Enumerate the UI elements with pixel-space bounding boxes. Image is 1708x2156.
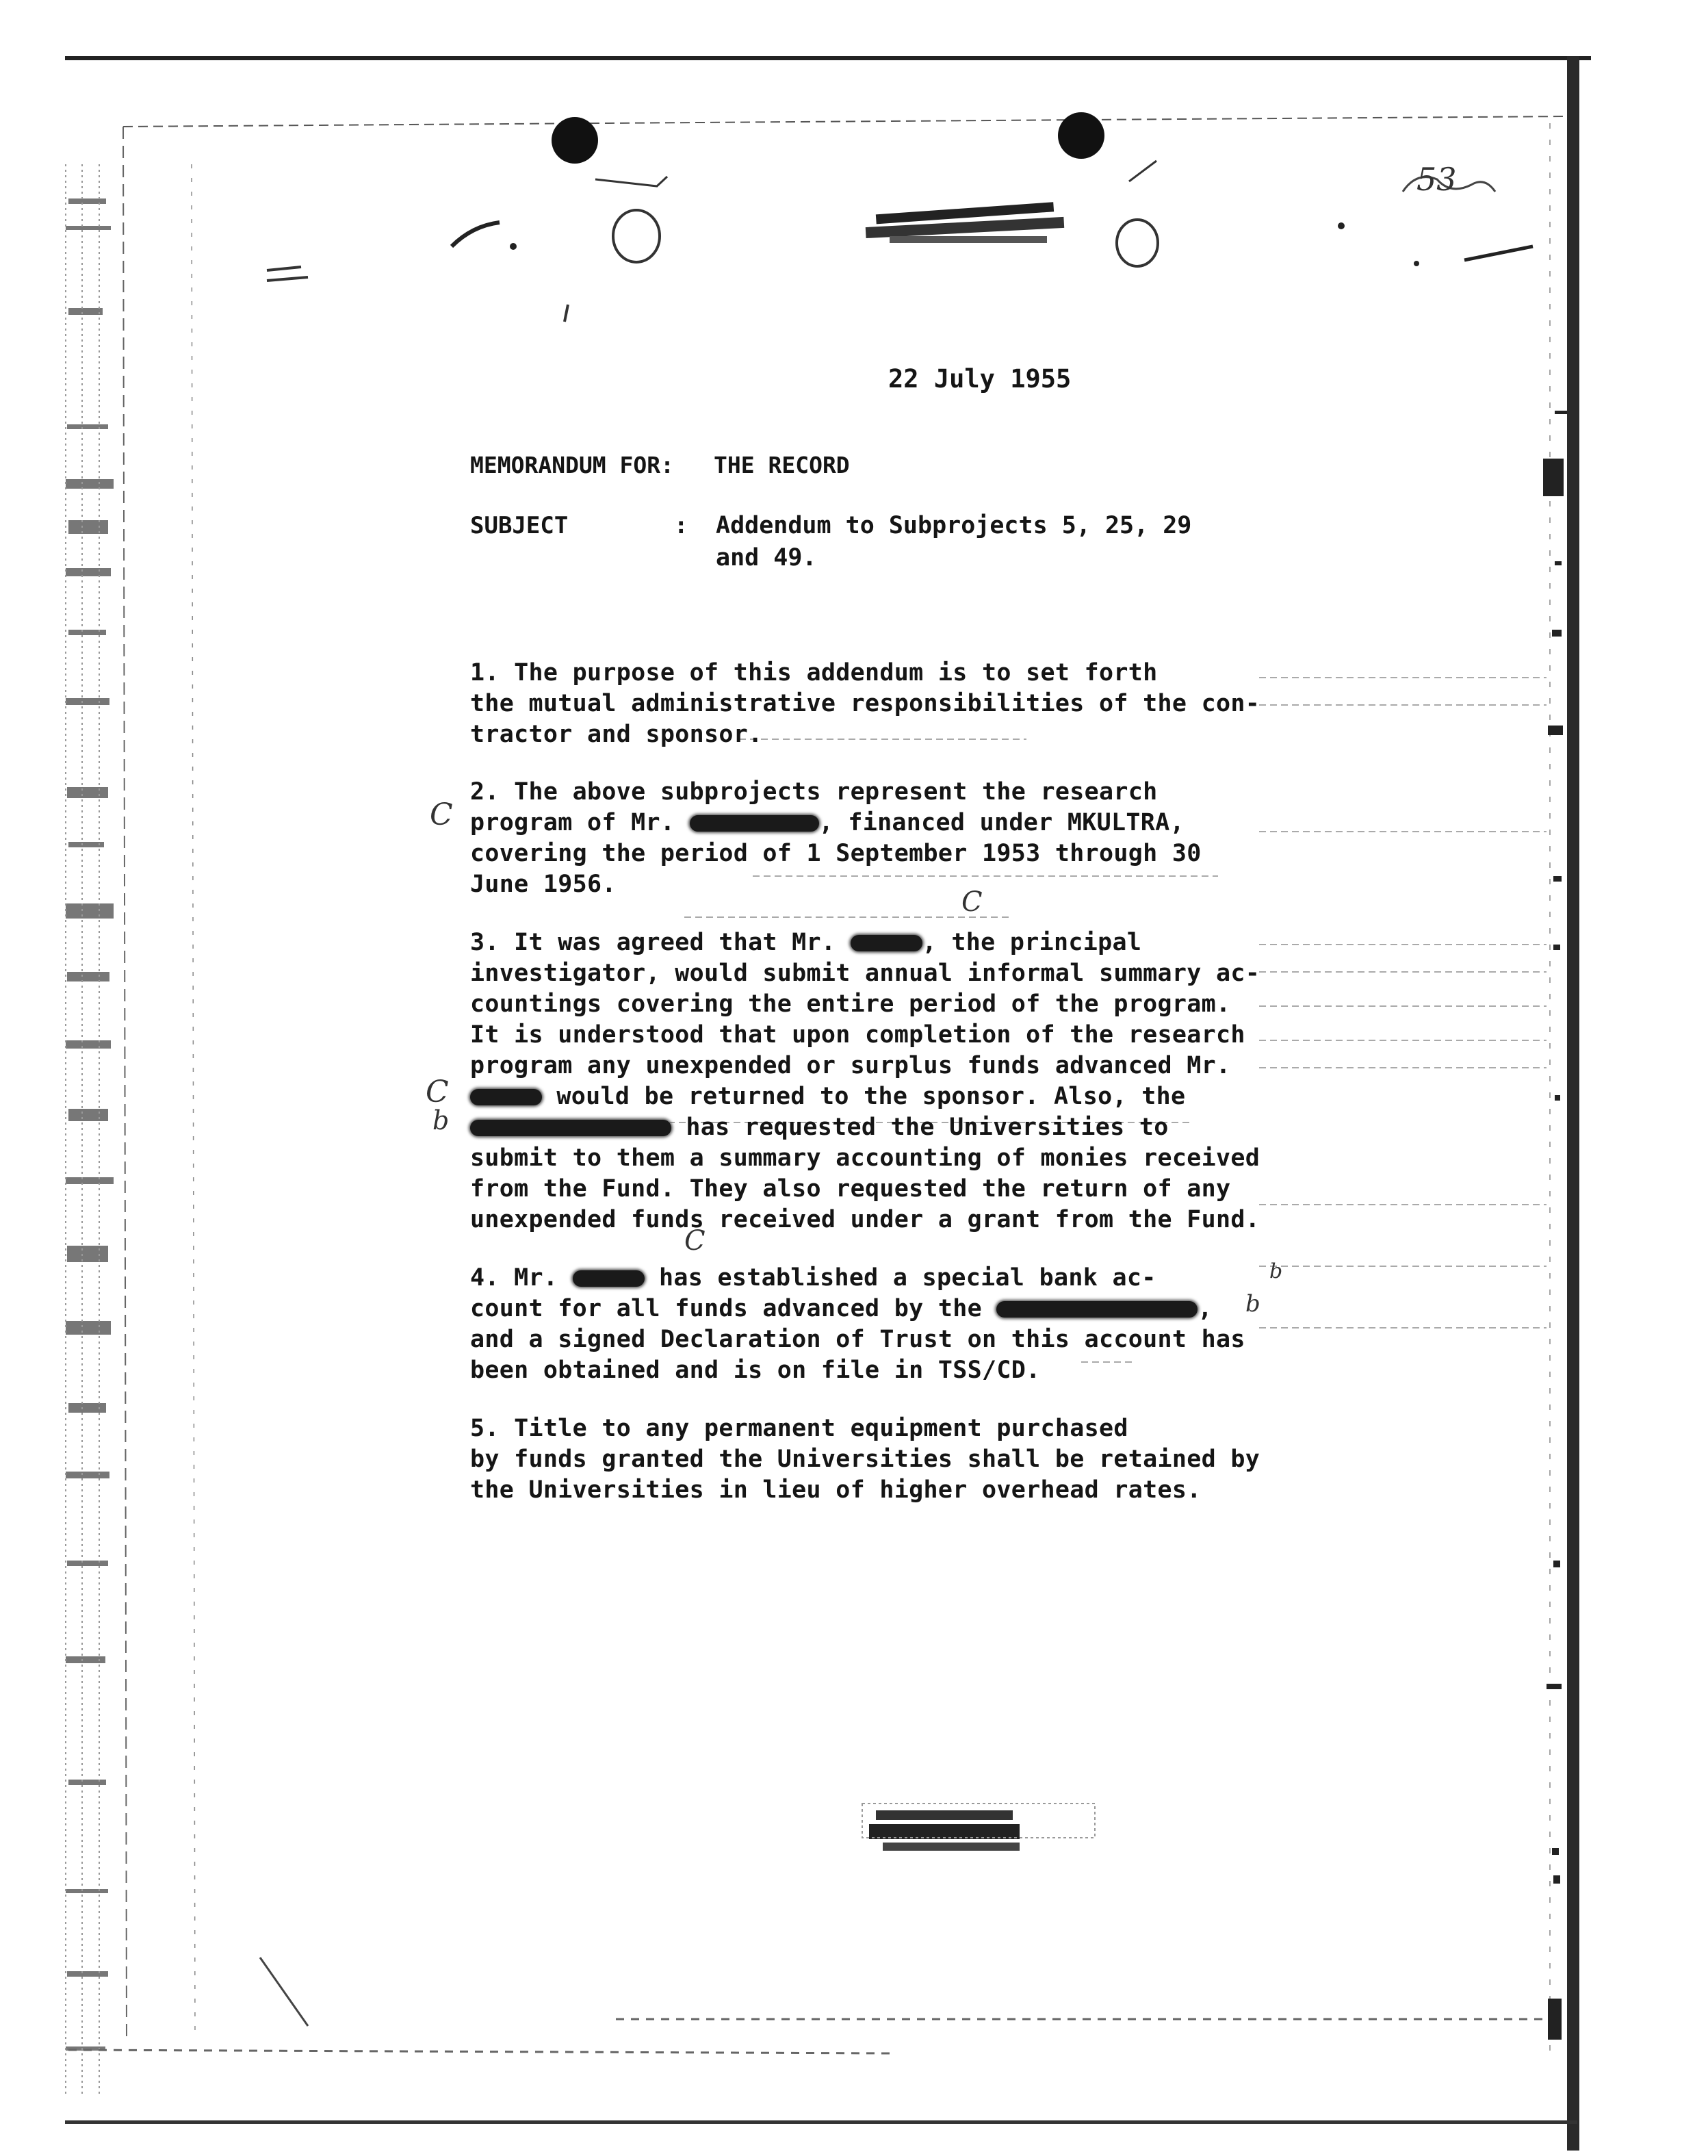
paragraph-line: 1. The purpose of this addendum is to set forth (470, 659, 1158, 686)
paragraph-line: 3. It was agreed that Mr. , the principal (470, 929, 1142, 956)
paragraph-line: countings covering the entire period of the program. (470, 990, 1231, 1018)
paragraph-line: investigator, would submit annual informal summary ac- (470, 960, 1260, 987)
bottom-border-line (65, 2120, 1577, 2124)
paragraph-line: has requested the Universities to (470, 1114, 1169, 1141)
paragraph-line: submit to them a summary accounting of monies received (470, 1144, 1260, 1172)
right-border-line (1567, 56, 1579, 2151)
handwritten-page-number: 53 (1416, 161, 1457, 198)
redaction-mark (690, 815, 819, 832)
punch-hole-left (552, 117, 598, 164)
redaction-mark (573, 1270, 645, 1287)
handwritten-margin-mark: C (961, 886, 983, 918)
redaction-mark (470, 1089, 542, 1105)
paragraph-line: June 1956. (470, 871, 617, 898)
handwritten-margin-mark: C (426, 1075, 449, 1109)
top-stamp-smudge (866, 202, 1064, 243)
memo-date: 22 July 1955 (888, 364, 1072, 394)
memo-for-recipient: THE RECORD (714, 452, 850, 478)
paragraph-line: the mutual administrative responsibilities of the con- (470, 690, 1260, 717)
paragraph-line: covering the period of 1 September 1953 through 30 (470, 840, 1202, 867)
paragraph-line: 4. Mr. has established a special bank ac- (470, 1264, 1156, 1292)
redaction-mark (851, 935, 922, 951)
paragraph-line: tractor and sponsor. (470, 721, 763, 748)
subject-text-line2: and 49. (716, 544, 817, 572)
paragraph-line: the Universities in lieu of higher overhead rates. (470, 1476, 1202, 1504)
paragraph-line: program any unexpended or surplus funds advanced Mr. (470, 1052, 1231, 1079)
paragraph-line: count for all funds advanced by the , (470, 1295, 1213, 1322)
paragraph-line: from the Fund. They also requested the return of any (470, 1175, 1231, 1203)
paragraph-line: by funds granted the Universities shall be retained by (470, 1446, 1260, 1473)
redaction-mark (996, 1301, 1198, 1318)
subject-text-line1: Addendum to Subprojects 5, 25, 29 (716, 512, 1192, 539)
bottom-stamp-smudge (862, 1804, 1095, 1851)
top-border-line (65, 56, 1591, 60)
handwritten-margin-mark: b (432, 1105, 450, 1135)
handwritten-margin-mark: b (1245, 1290, 1260, 1318)
memo-for-label: MEMORANDUM FOR: (470, 452, 675, 478)
paragraph-line: 5. Title to any permanent equipment purchased (470, 1415, 1128, 1442)
paragraph-line: and a signed Declaration of Trust on this account has (470, 1326, 1245, 1353)
punch-hole-right (1058, 112, 1104, 159)
handwritten-margin-mark: C (430, 797, 453, 832)
handwritten-margin-mark: C (684, 1225, 706, 1257)
handwritten-margin-mark: b (1269, 1259, 1283, 1283)
paragraph-line: would be returned to the sponsor. Also, the (470, 1083, 1185, 1110)
redaction-mark (470, 1120, 671, 1136)
paragraph-line: program of Mr. , financed under MKULTRA, (470, 809, 1185, 836)
paragraph-line: been obtained and is on file in TSS/CD. (470, 1357, 1041, 1384)
paragraph-line: It is understood that upon completion of the research (470, 1021, 1245, 1049)
paragraph-line: unexpended funds received under a grant from the Fund. (470, 1206, 1260, 1233)
paragraph-line: 2. The above subprojects represent the research (470, 778, 1158, 806)
subject-colon: : (674, 512, 688, 539)
subject-label: SUBJECT (470, 512, 569, 539)
